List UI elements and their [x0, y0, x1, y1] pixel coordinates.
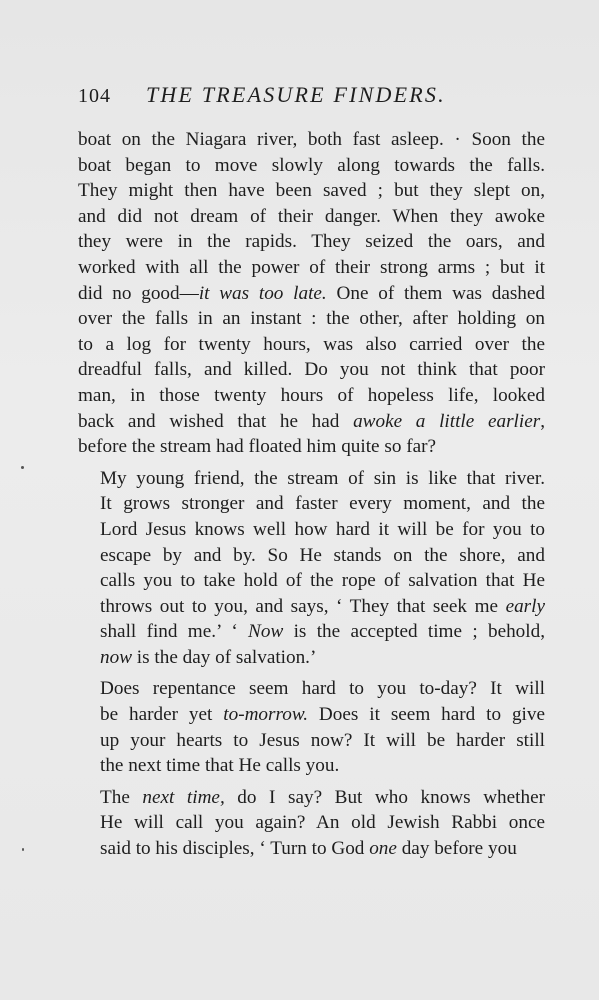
- running-title: THE TREASURE FINDERS.: [146, 82, 446, 107]
- text-line: [78, 127, 545, 153]
- text-run: be harder yet: [100, 704, 224, 726]
- paragraph: [78, 676, 545, 778]
- text-run: is the day of salvation.’: [132, 646, 317, 668]
- text-run: and did not dream of their danger. When they awoke: [78, 205, 545, 227]
- text-run: It grows stronger and faster every moment, and the: [100, 493, 545, 515]
- text-line: [78, 153, 545, 179]
- text-run: boat on the Niagara river, both fast asleep. · Soon the: [78, 129, 545, 150]
- text-run: said to his disciples, ‘ Turn to God: [100, 838, 370, 860]
- text-line: [78, 281, 545, 307]
- italic-text: awoke a little earlier: [353, 410, 541, 432]
- text-run: up your hearts to Jesus now? It will be harder still: [100, 729, 545, 751]
- text-run: to a log for twenty hours, was also carried over the: [78, 333, 545, 355]
- text-line: [78, 204, 545, 230]
- text-line: [78, 517, 545, 543]
- italic-text: now: [100, 646, 132, 668]
- text-run: worked with all the power of their strong arms ; but it: [78, 256, 545, 278]
- italic-text: Now: [248, 621, 284, 643]
- text-line: [78, 409, 545, 435]
- text-run: over the falls in an instant : the other, after holding on: [78, 308, 545, 330]
- text-line: [78, 229, 545, 255]
- running-head: [78, 82, 538, 112]
- paragraph: [78, 785, 545, 862]
- italic-text: it was too late.: [198, 282, 327, 304]
- text-run: escape by and by. So He stands on the shore, and: [100, 544, 545, 566]
- text-line: [78, 491, 545, 517]
- italic-text: one: [369, 838, 397, 860]
- text-run: do I say? But who knows whether: [224, 786, 545, 808]
- text-line: [78, 836, 545, 862]
- ink-speck: [21, 466, 24, 469]
- text-run: Lord Jesus knows well how hard it will be for you to: [100, 518, 545, 540]
- text-line: [78, 178, 545, 204]
- text-run: Does repentance seem hard to you to-day? It will: [100, 678, 545, 700]
- text-run: calls you to take hold of the rope of salvation that He: [100, 570, 545, 592]
- text-run: back and wished that he had: [78, 410, 354, 432]
- text-line: [78, 543, 545, 569]
- text-run: throws out to you, and says, ‘ They that seek me: [100, 595, 506, 617]
- text-line: [78, 466, 545, 492]
- body-text: [78, 127, 545, 862]
- text-run: boat began to move slowly along towards the falls.: [78, 154, 545, 176]
- text-run: They might then have been saved ; but they slept on,: [78, 180, 545, 202]
- text-run: is the accepted time ; behold,: [283, 621, 545, 643]
- text-run: ,: [540, 410, 545, 432]
- paragraph: [78, 466, 545, 671]
- text-run: day before you: [396, 838, 517, 860]
- text-line: [78, 702, 545, 728]
- italic-text: to-morrow.: [223, 704, 309, 726]
- text-line: [78, 728, 545, 754]
- italic-text: early: [505, 595, 545, 617]
- text-run: they were in the rapids. They seized the oars, and: [78, 231, 545, 253]
- text-line: [78, 676, 545, 702]
- text-line: [78, 645, 545, 671]
- text-line: [78, 383, 545, 409]
- text-run: He will call you again? An old Jewish Rabbi once: [100, 812, 545, 834]
- text-run: My young friend, the stream of sin is like that river.: [100, 467, 545, 489]
- text-run: The: [100, 786, 143, 808]
- ink-speck: [22, 848, 24, 851]
- text-line: [78, 619, 545, 645]
- text-line: [78, 594, 545, 620]
- text-line: [78, 357, 545, 383]
- text-run: the next time that He calls you.: [100, 755, 340, 777]
- text-line: [78, 810, 545, 836]
- text-line: [78, 332, 545, 358]
- text-run: dreadful falls, and killed. Do you not think that poor: [78, 359, 545, 381]
- text-run: shall find me.’ ‘: [100, 621, 249, 643]
- text-line: [78, 568, 545, 594]
- text-line: [78, 255, 545, 281]
- text-run: Does it seem hard to give: [308, 704, 545, 726]
- paragraph: [78, 127, 545, 460]
- text-run: did no good—: [78, 282, 199, 304]
- text-line: [78, 306, 545, 332]
- text-line: [78, 785, 545, 811]
- page-number: 104: [78, 85, 111, 107]
- italic-text: next time,: [142, 786, 225, 808]
- text-run: before the stream had floated him quite so far?: [78, 436, 437, 458]
- text-line: [78, 434, 545, 460]
- text-line: [78, 753, 545, 779]
- text-run: One of them was dashed: [326, 282, 546, 304]
- text-run: man, in those twenty hours of hopeless life, looked: [78, 384, 545, 406]
